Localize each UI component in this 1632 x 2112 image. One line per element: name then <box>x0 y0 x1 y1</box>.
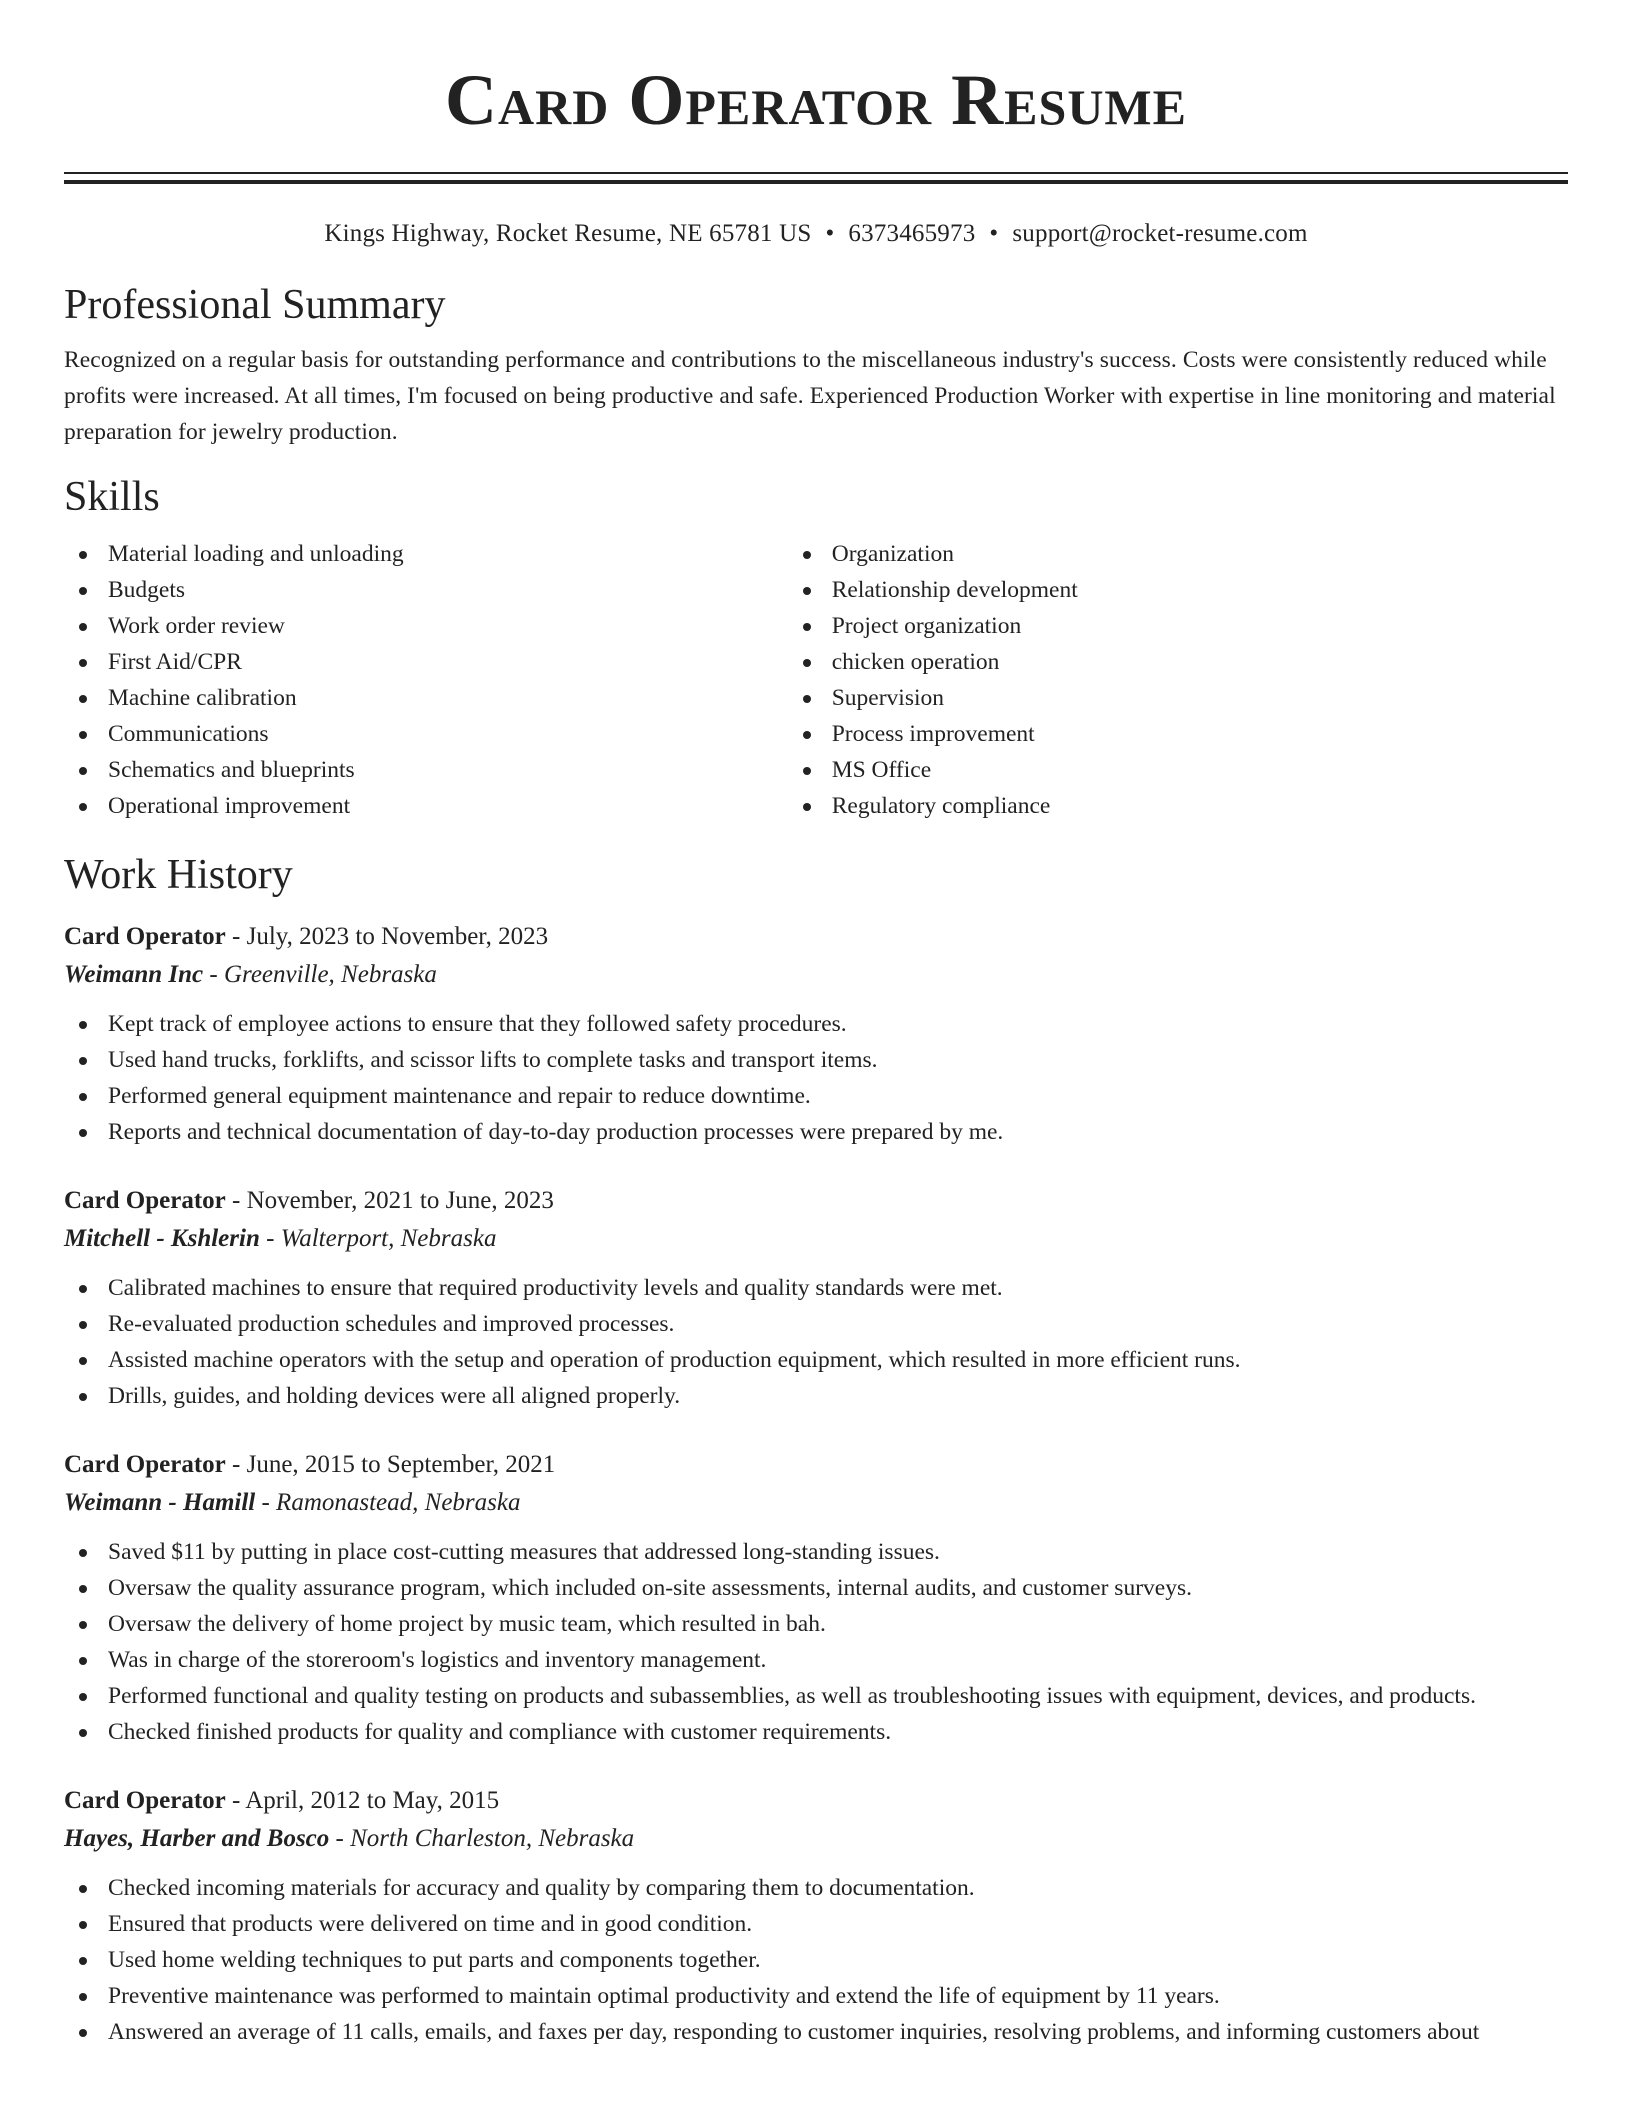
job-duty-item: Oversaw the quality assurance program, which included on-site assessments, internal audits, and customer surveys. <box>64 1570 1568 1606</box>
contact-address: Kings Highway, Rocket Resume, NE 65781 US <box>324 220 812 247</box>
job-duty-item: Preventive maintenance was performed to maintain optimal productivity and extend the life of equipment by 11 years. <box>64 1978 1568 2014</box>
skill-item: Regulatory compliance <box>788 788 1568 824</box>
job-location: - North Charleston, Nebraska <box>329 1825 635 1852</box>
skill-item: Communications <box>64 716 788 752</box>
skills-list <box>64 536 1568 824</box>
job-dates: - April, 2012 to May, 2015 <box>225 1787 500 1814</box>
job-header <box>64 918 1568 956</box>
skill-item: Schematics and blueprints <box>64 752 788 788</box>
job-employer <box>64 1820 1568 1858</box>
job-duty-item: Ensured that products were delivered on time and in good condition. <box>64 1906 1568 1942</box>
job-dates: - June, 2015 to September, 2021 <box>225 1451 556 1478</box>
skills-column-right <box>788 536 1568 824</box>
job-duty-item: Was in charge of the storeroom's logistics and inventory management. <box>64 1642 1568 1678</box>
skill-item: Relationship development <box>788 572 1568 608</box>
job-location: - Walterport, Nebraska <box>259 1225 497 1252</box>
job-duties <box>64 1270 1568 1414</box>
job-duty-item: Answered an average of 11 calls, emails, and faxes per day, responding to customer inquiries, resolving problems, and informing customers about <box>64 2014 1568 2050</box>
job-company: Hayes, Harber and Bosco <box>64 1825 330 1852</box>
skill-item: Organization <box>788 536 1568 572</box>
skill-item: First Aid/CPR <box>64 644 788 680</box>
skills-column-left <box>64 536 788 824</box>
job-duty-item: Checked incoming materials for accuracy and quality by comparing them to documentation. <box>64 1870 1568 1906</box>
skill-item: Machine calibration <box>64 680 788 716</box>
job-header <box>64 1446 1568 1484</box>
skill-item: Operational improvement <box>64 788 788 824</box>
job-company: Weimann - Hamill <box>64 1489 256 1516</box>
job-duty-item: Calibrated machines to ensure that required productivity levels and quality standards were met. <box>64 1270 1568 1306</box>
skill-item: Budgets <box>64 572 788 608</box>
contact-line <box>64 218 1568 250</box>
job-duty-item: Checked finished products for quality and compliance with customer requirements. <box>64 1714 1568 1750</box>
job-title: Card Operator <box>64 1187 226 1214</box>
job-duty-item: Kept track of employee actions to ensure that they followed safety procedures. <box>64 1006 1568 1042</box>
job-entry <box>64 1782 1568 2050</box>
job-duty-item: Used hand trucks, forklifts, and scissor lifts to complete tasks and transport items. <box>64 1042 1568 1078</box>
job-duty-item: Assisted machine operators with the setup and operation of production equipment, which resulted in more efficient runs. <box>64 1342 1568 1378</box>
job-dates: - July, 2023 to November, 2023 <box>225 923 549 950</box>
skill-item: Supervision <box>788 680 1568 716</box>
job-employer <box>64 1220 1568 1258</box>
job-employer <box>64 1484 1568 1522</box>
skill-item: Process improvement <box>788 716 1568 752</box>
job-dates: - November, 2021 to June, 2023 <box>225 1187 554 1214</box>
job-location: - Greenville, Nebraska <box>203 961 437 988</box>
skill-item: Project organization <box>788 608 1568 644</box>
skill-item: chicken operation <box>788 644 1568 680</box>
job-duty-item: Drills, guides, and holding devices were all aligned properly. <box>64 1378 1568 1414</box>
job-duties <box>64 1006 1568 1150</box>
summary-heading: Professional Summary <box>64 282 446 328</box>
job-entry <box>64 918 1568 1150</box>
job-duties <box>64 1534 1568 1750</box>
resume-title: Card Operator Resume <box>445 60 1187 140</box>
job-location: - Ramonastead, Nebraska <box>255 1489 521 1516</box>
job-duty-item: Performed general equipment maintenance and repair to reduce downtime. <box>64 1078 1568 1114</box>
job-employer <box>64 956 1568 994</box>
contact-email: support@rocket-resume.com <box>1012 220 1308 247</box>
job-duty-item: Reports and technical documentation of day-to-day production processes were prepared by me. <box>64 1114 1568 1150</box>
contact-phone: 6373465973 <box>848 220 976 247</box>
skill-item: MS Office <box>788 752 1568 788</box>
job-company: Weimann Inc <box>64 961 204 988</box>
job-company: Mitchell - Kshlerin <box>64 1225 260 1252</box>
job-duty-item: Used home welding techniques to put parts and components together. <box>64 1942 1568 1978</box>
job-title: Card Operator <box>64 1787 226 1814</box>
job-header <box>64 1182 1568 1220</box>
job-duties <box>64 1870 1568 2050</box>
title-rule-thin <box>64 172 1568 174</box>
job-title: Card Operator <box>64 923 226 950</box>
skills-heading: Skills <box>64 474 160 520</box>
skill-item: Work order review <box>64 608 788 644</box>
job-duty-item: Re-evaluated production schedules and improved processes. <box>64 1306 1568 1342</box>
contact-separator: • <box>825 220 835 247</box>
title-rule-thick <box>64 180 1568 184</box>
contact-separator: • <box>989 220 999 247</box>
job-duty-item: Performed functional and quality testing on products and subassemblies, as well as troubleshooting issues with equipment, devices, and products. <box>64 1678 1568 1714</box>
skill-item: Material loading and unloading <box>64 536 788 572</box>
job-entry <box>64 1446 1568 1750</box>
job-title: Card Operator <box>64 1451 226 1478</box>
job-entry <box>64 1182 1568 1414</box>
work-history-heading: Work History <box>64 852 293 898</box>
job-header <box>64 1782 1568 1820</box>
summary-text: Recognized on a regular basis for outstanding performance and contributions to the miscellaneous industry's success. Costs were consistently reduced while profits were increased. At all times, I'm focused on being productive and safe. Experienced Production Worker with expertise in line monitoring and material preparation for jewelry production. <box>64 347 1556 445</box>
job-duty-item: Oversaw the delivery of home project by music team, which resulted in bah. <box>64 1606 1568 1642</box>
job-duty-item: Saved $11 by putting in place cost-cutting measures that addressed long-standing issues. <box>64 1534 1568 1570</box>
